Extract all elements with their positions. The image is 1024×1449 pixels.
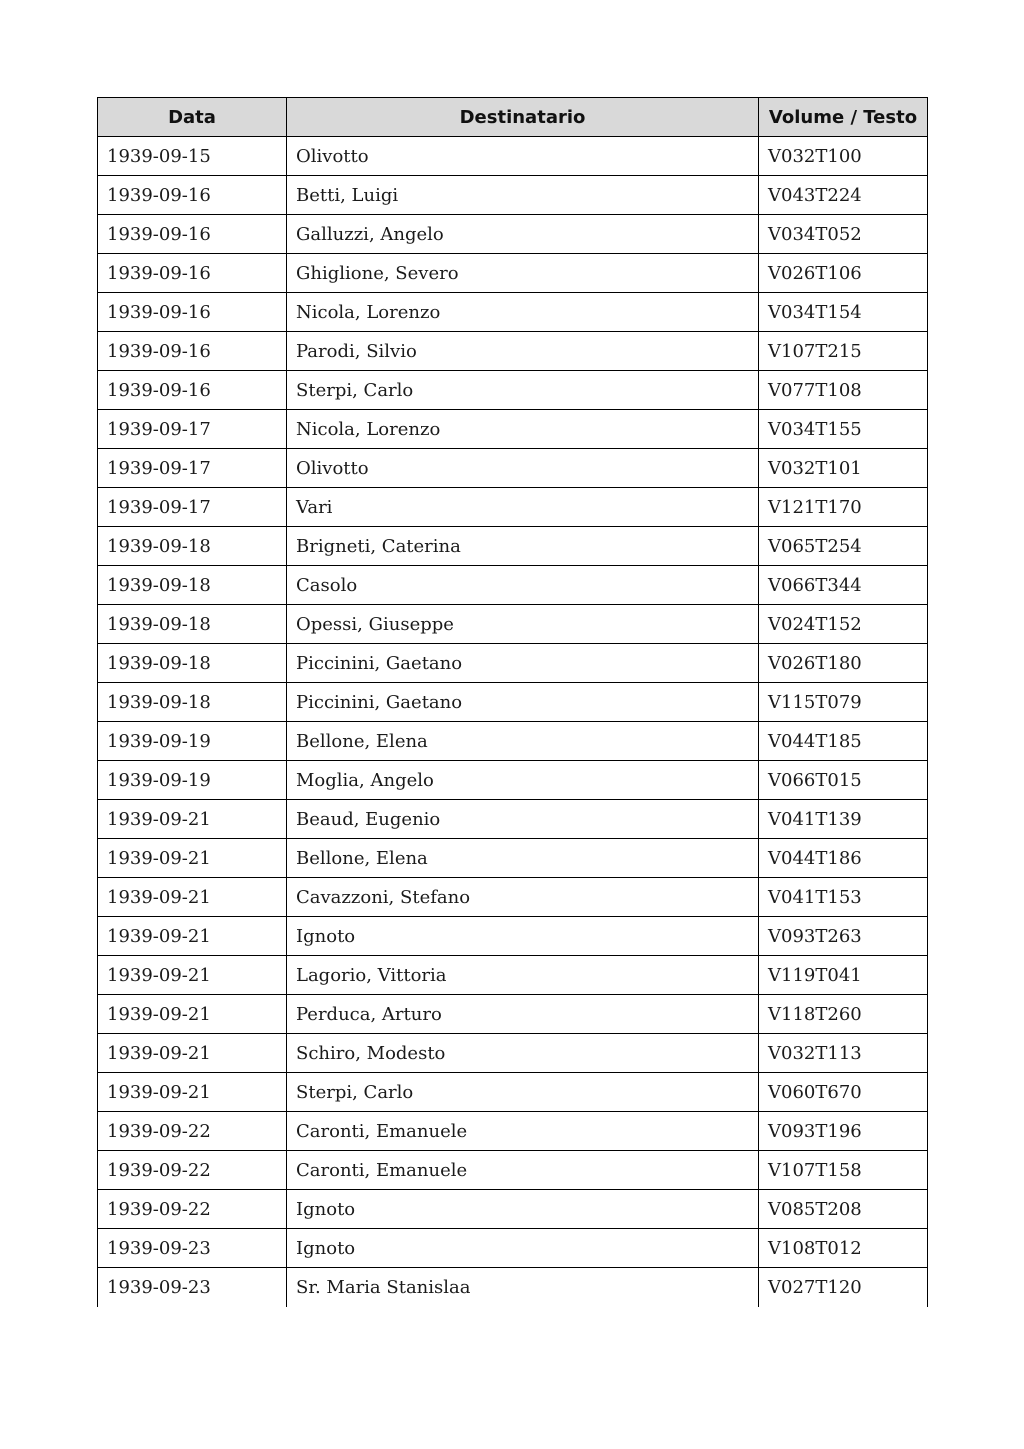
cell-volume-text: V044T186 [759,839,928,878]
cell-volume-text: V034T052 [759,215,928,254]
table-row [98,449,928,488]
cell-recipient: Olivotto [287,449,759,488]
cell-date: 1939-09-19 [98,722,287,761]
table-row [98,1268,928,1307]
table-row [98,488,928,527]
cell-date: 1939-09-21 [98,1073,287,1112]
cell-recipient: Nicola, Lorenzo [287,410,759,449]
cell-recipient: Olivotto [287,137,759,176]
cell-volume-text: V121T170 [759,488,928,527]
cell-volume-text: V034T155 [759,410,928,449]
cell-volume-text: V115T079 [759,683,928,722]
cell-recipient: Perduca, Arturo [287,995,759,1034]
table-row [98,1151,928,1190]
cell-recipient: Ignoto [287,917,759,956]
cell-volume-text: V065T254 [759,527,928,566]
cell-date: 1939-09-21 [98,878,287,917]
header-recipient: Destinatario [287,98,759,137]
cell-date: 1939-09-18 [98,683,287,722]
table-row [98,761,928,800]
cell-date: 1939-09-16 [98,332,287,371]
cell-volume-text: V085T208 [759,1190,928,1229]
cell-volume-text: V041T153 [759,878,928,917]
cell-volume-text: V044T185 [759,722,928,761]
cell-volume-text: V026T180 [759,644,928,683]
table-row [98,293,928,332]
cell-date: 1939-09-17 [98,410,287,449]
cell-date: 1939-09-22 [98,1112,287,1151]
table-row [98,956,928,995]
cell-date: 1939-09-21 [98,839,287,878]
cell-volume-text: V032T101 [759,449,928,488]
cell-recipient: Ghiglione, Severo [287,254,759,293]
table-row [98,995,928,1034]
cell-recipient: Caronti, Emanuele [287,1112,759,1151]
cell-volume-text: V066T015 [759,761,928,800]
cell-recipient: Brigneti, Caterina [287,527,759,566]
cell-date: 1939-09-16 [98,215,287,254]
table-row [98,410,928,449]
cell-date: 1939-09-21 [98,995,287,1034]
table-row [98,1190,928,1229]
cell-volume-text: V118T260 [759,995,928,1034]
cell-date: 1939-09-21 [98,917,287,956]
table-row [98,917,928,956]
table-row [98,1229,928,1268]
cell-volume-text: V034T154 [759,293,928,332]
cell-recipient: Bellone, Elena [287,722,759,761]
cell-date: 1939-09-15 [98,137,287,176]
cell-date: 1939-09-23 [98,1268,287,1307]
cell-volume-text: V027T120 [759,1268,928,1307]
table-row [98,1112,928,1151]
cell-recipient: Galluzzi, Angelo [287,215,759,254]
cell-recipient: Ignoto [287,1190,759,1229]
cell-recipient: Bellone, Elena [287,839,759,878]
cell-recipient: Schiro, Modesto [287,1034,759,1073]
cell-date: 1939-09-21 [98,956,287,995]
cell-volume-text: V119T041 [759,956,928,995]
table-row [98,371,928,410]
cell-recipient: Cavazzoni, Stefano [287,878,759,917]
header-date: Data [98,98,287,137]
cell-recipient: Piccinini, Gaetano [287,683,759,722]
table-body [98,137,928,1307]
cell-recipient: Piccinini, Gaetano [287,644,759,683]
header-volume-text: Volume / Testo [759,98,928,137]
cell-recipient: Vari [287,488,759,527]
table-row [98,176,928,215]
cell-recipient: Sterpi, Carlo [287,371,759,410]
table-row [98,1073,928,1112]
cell-volume-text: V060T670 [759,1073,928,1112]
cell-volume-text: V108T012 [759,1229,928,1268]
letters-table [97,97,928,1307]
table-row [98,605,928,644]
cell-recipient: Sr. Maria Stanislaa [287,1268,759,1307]
cell-date: 1939-09-16 [98,176,287,215]
cell-date: 1939-09-18 [98,527,287,566]
table-row [98,722,928,761]
cell-volume-text: V032T113 [759,1034,928,1073]
cell-volume-text: V093T263 [759,917,928,956]
table-row [98,332,928,371]
cell-date: 1939-09-17 [98,449,287,488]
cell-date: 1939-09-22 [98,1151,287,1190]
cell-date: 1939-09-16 [98,254,287,293]
cell-recipient: Sterpi, Carlo [287,1073,759,1112]
cell-volume-text: V077T108 [759,371,928,410]
cell-recipient: Casolo [287,566,759,605]
table-row [98,215,928,254]
cell-date: 1939-09-16 [98,371,287,410]
cell-date: 1939-09-19 [98,761,287,800]
cell-recipient: Moglia, Angelo [287,761,759,800]
table-header [98,98,928,137]
cell-volume-text: V041T139 [759,800,928,839]
table-row [98,644,928,683]
cell-volume-text: V043T224 [759,176,928,215]
cell-recipient: Nicola, Lorenzo [287,293,759,332]
cell-recipient: Betti, Luigi [287,176,759,215]
cell-date: 1939-09-17 [98,488,287,527]
letters-table-container [97,97,927,1307]
header-row [98,98,928,137]
cell-volume-text: V107T158 [759,1151,928,1190]
table-row [98,683,928,722]
table-row [98,878,928,917]
cell-volume-text: V032T100 [759,137,928,176]
cell-volume-text: V107T215 [759,332,928,371]
cell-volume-text: V066T344 [759,566,928,605]
cell-recipient: Ignoto [287,1229,759,1268]
cell-date: 1939-09-22 [98,1190,287,1229]
table-row [98,527,928,566]
cell-date: 1939-09-21 [98,1034,287,1073]
cell-recipient: Lagorio, Vittoria [287,956,759,995]
table-row [98,800,928,839]
table-row [98,839,928,878]
cell-volume-text: V026T106 [759,254,928,293]
table-row [98,566,928,605]
cell-recipient: Parodi, Silvio [287,332,759,371]
cell-recipient: Beaud, Eugenio [287,800,759,839]
table-row [98,254,928,293]
cell-date: 1939-09-21 [98,800,287,839]
cell-date: 1939-09-23 [98,1229,287,1268]
cell-date: 1939-09-18 [98,605,287,644]
cell-recipient: Caronti, Emanuele [287,1151,759,1190]
cell-date: 1939-09-18 [98,644,287,683]
table-row [98,1034,928,1073]
cell-volume-text: V024T152 [759,605,928,644]
cell-date: 1939-09-16 [98,293,287,332]
cell-volume-text: V093T196 [759,1112,928,1151]
table-row [98,137,928,176]
cell-date: 1939-09-18 [98,566,287,605]
cell-recipient: Opessi, Giuseppe [287,605,759,644]
